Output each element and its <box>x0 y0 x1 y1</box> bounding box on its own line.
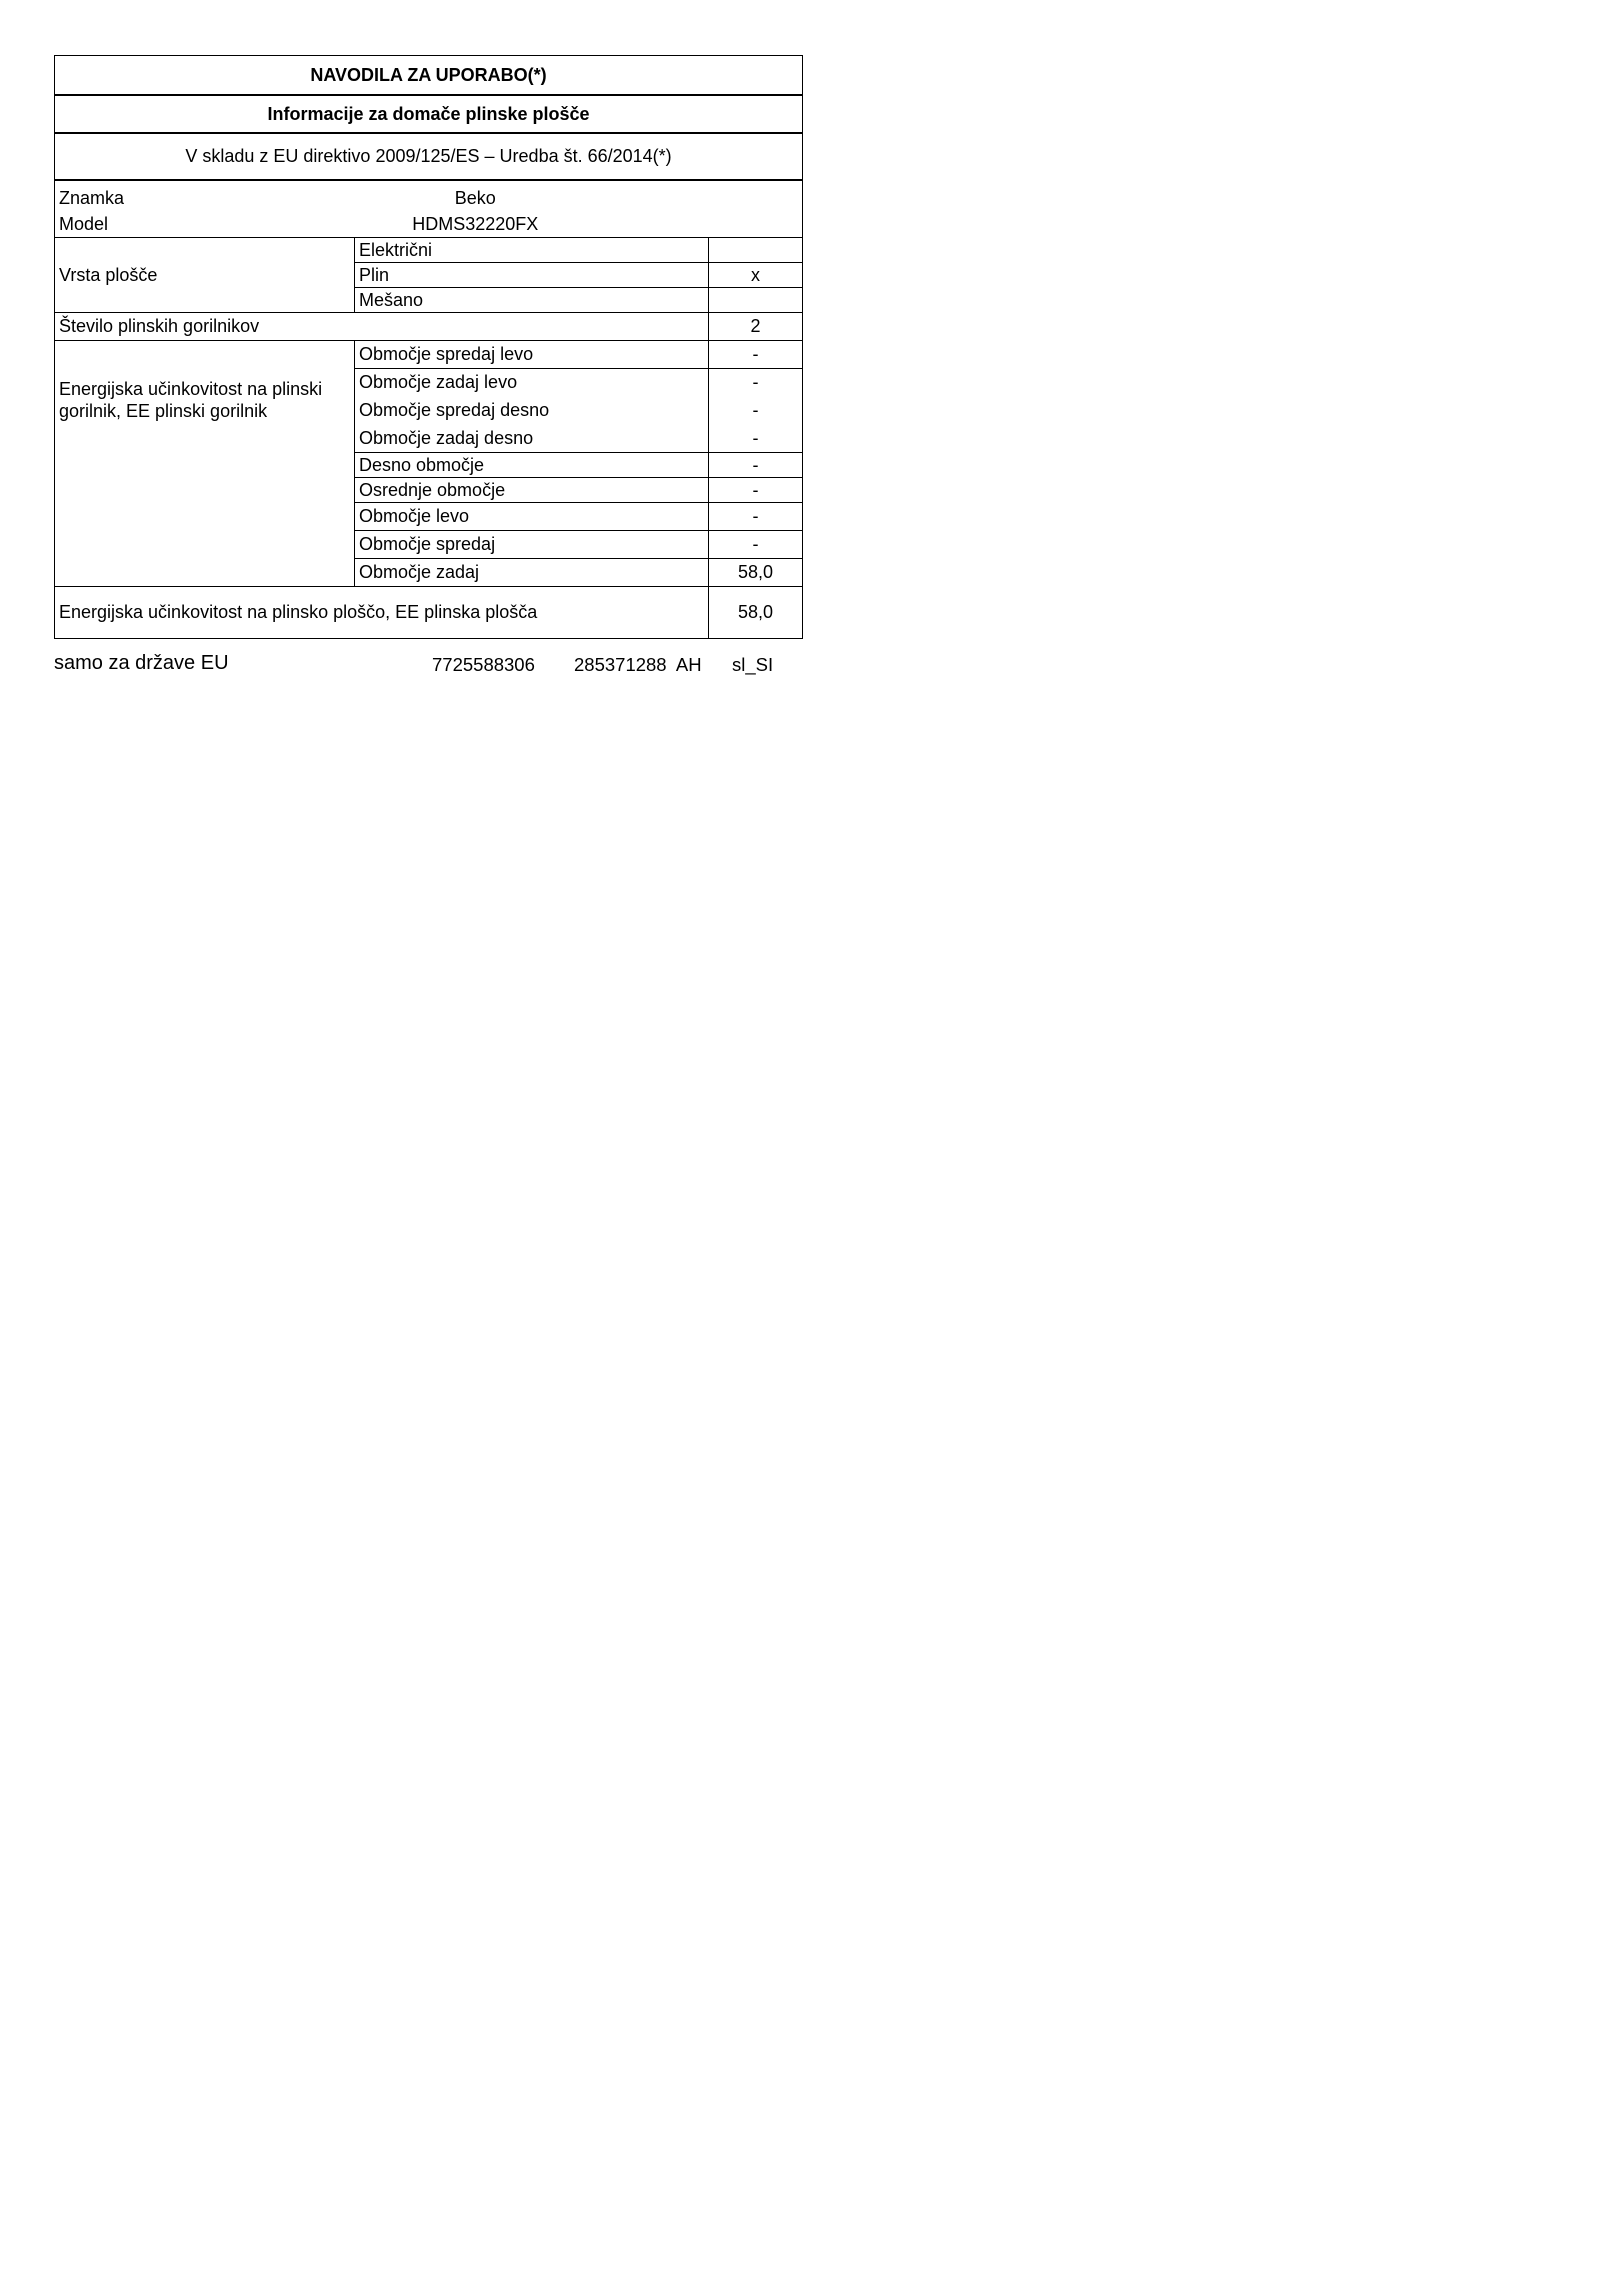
zone-value: - <box>709 425 803 453</box>
zone-label: Območje zadaj desno <box>355 425 709 453</box>
zone-label: Območje spredaj <box>355 531 709 559</box>
zone-row <box>55 341 803 369</box>
regulation-text: V skladu z EU direktivo 2009/125/ES – Uredba št. 66/2014(*) <box>55 133 803 180</box>
zone-value: - <box>709 503 803 531</box>
zone-value: - <box>709 531 803 559</box>
zone-value: 58,0 <box>709 559 803 587</box>
zone-label: Desno območje <box>355 453 709 478</box>
doc-title: NAVODILA ZA UPORABO(*) <box>55 56 803 96</box>
brand-row <box>55 180 803 211</box>
zone-label: Območje zadaj levo <box>355 369 709 397</box>
burner-efficiency-label: Energijska učinkovitost na plinski gorilnik, EE plinski gorilnik <box>55 341 355 587</box>
regulation-row <box>55 133 803 180</box>
footer <box>54 652 814 678</box>
footer-code-2: 285371288 AH <box>574 654 702 675</box>
zone-value: - <box>709 478 803 503</box>
hob-efficiency-label: Energijska učinkovitost na plinsko ploščo, EE plinska plošča <box>59 602 538 623</box>
footer-locale: sl_SI <box>732 654 774 675</box>
hob-type-option-value <box>709 238 803 263</box>
subtitle-row <box>55 95 803 133</box>
zone-value: - <box>709 341 803 369</box>
model-label: Model <box>55 211 355 238</box>
hob-type-option-label: Plin <box>355 263 709 288</box>
zone-label: Območje spredaj desno <box>355 397 709 425</box>
title-row <box>55 56 803 96</box>
model-row <box>55 211 803 238</box>
footer-code-1: 7725588306 <box>432 654 535 675</box>
brand-value: Beko <box>454 187 496 208</box>
footer-note: samo za države EU <box>54 652 229 674</box>
hob-type-option-label: Električni <box>355 238 709 263</box>
hob-type-option-value <box>709 288 803 313</box>
product-fiche <box>54 55 802 639</box>
doc-subtitle: Informacije za domače plinske plošče <box>55 95 803 133</box>
zone-label: Območje levo <box>355 503 709 531</box>
burner-count-value: 2 <box>709 313 803 341</box>
zone-value: - <box>709 453 803 478</box>
zone-label: Območje zadaj <box>355 559 709 587</box>
spec-table <box>54 55 803 639</box>
brand-label: Znamka <box>59 187 125 208</box>
zone-label: Območje spredaj levo <box>355 341 709 369</box>
hob-type-label: Vrsta plošče <box>55 238 355 313</box>
model-value: HDMS32220FX <box>355 211 803 238</box>
burner-count-row <box>55 313 803 341</box>
hob-type-option-label: Mešano <box>355 288 709 313</box>
zone-value: - <box>709 397 803 425</box>
hob-efficiency-value: 58,0 <box>709 587 803 639</box>
zone-label: Osrednje območje <box>355 478 709 503</box>
burner-count-label: Število plinskih gorilnikov <box>55 313 709 341</box>
zone-value: - <box>709 369 803 397</box>
hob-efficiency-row <box>55 587 803 639</box>
hob-type-row <box>55 238 803 263</box>
hob-type-option-value: x <box>709 263 803 288</box>
